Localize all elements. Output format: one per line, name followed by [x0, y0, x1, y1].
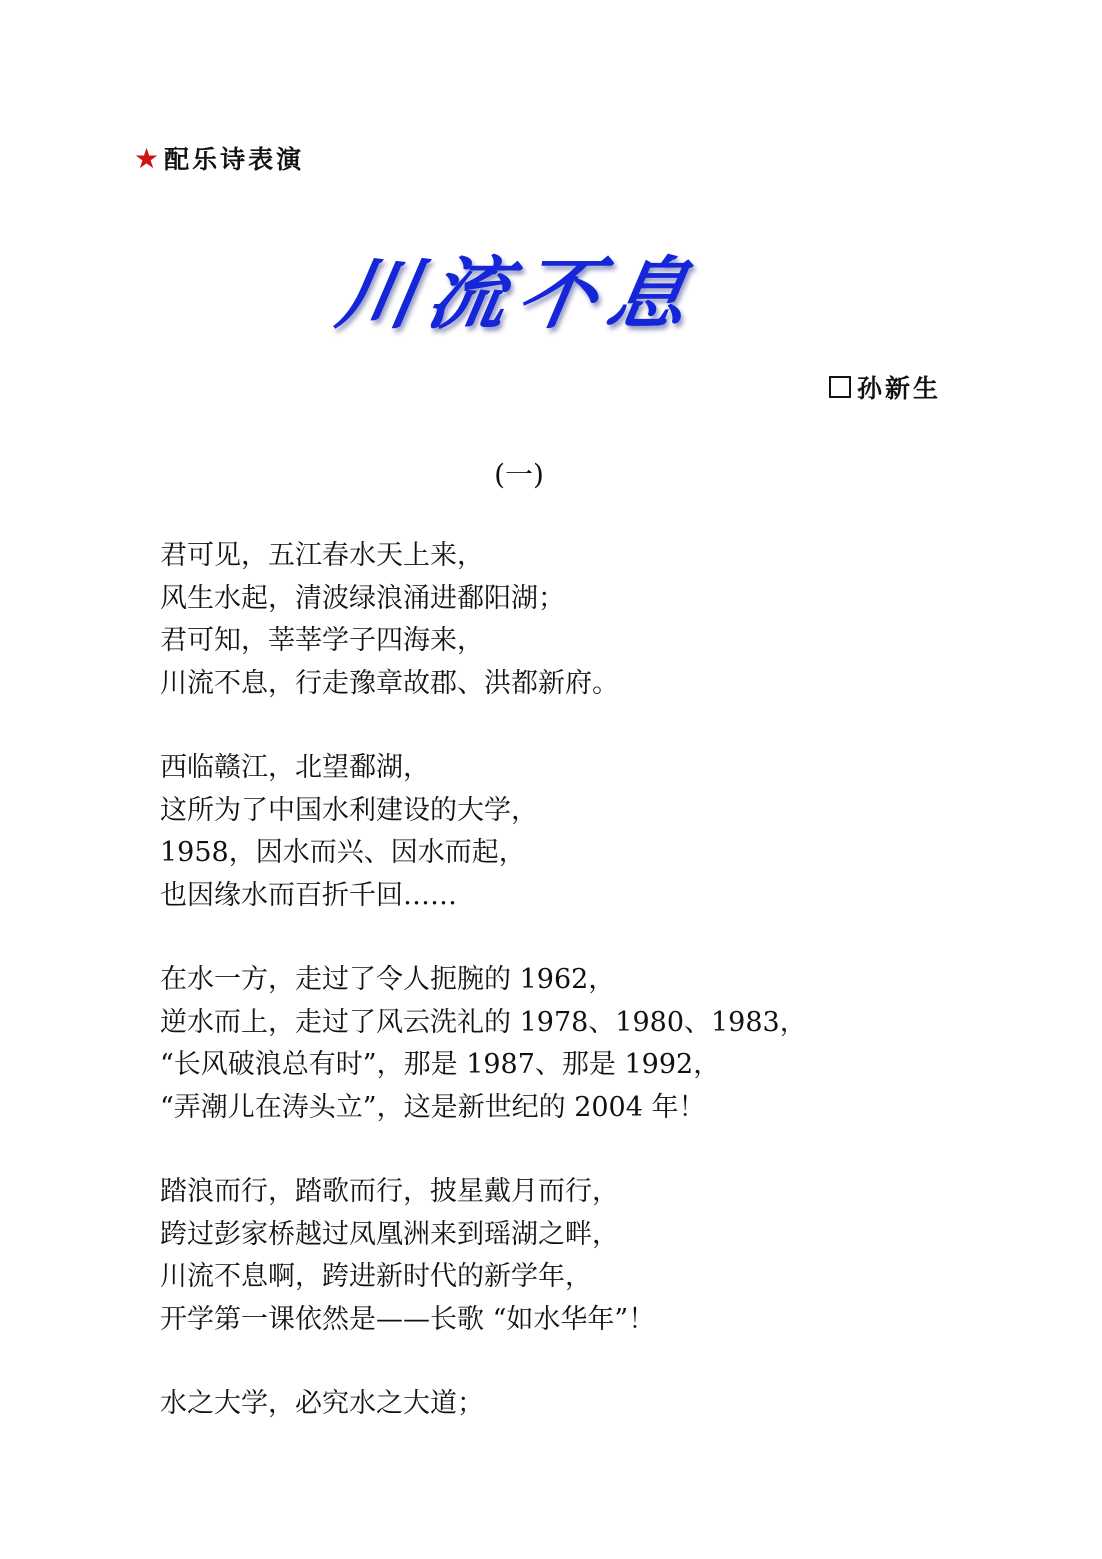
- stanza: [160, 959, 1060, 1129]
- author-byline: [829, 369, 941, 405]
- star-icon: ★: [134, 141, 163, 175]
- author-name: 孙新生: [857, 374, 942, 403]
- category-text: 配乐诗表演: [164, 145, 305, 174]
- poem-line: 川流不息啊，跨进新时代的新学年，: [160, 1261, 592, 1292]
- square-icon: [829, 376, 851, 398]
- poem-title: 川流不息: [330, 249, 707, 340]
- poem-line: 开学第一课依然是——长歌 “如水华年”！: [160, 1303, 656, 1335]
- poem-line: “弄潮儿在涛头立”，这是新世纪的 2004 年！: [160, 1091, 706, 1123]
- poem-line: 君可知，莘莘学子四海来，: [160, 625, 484, 656]
- poem-line: 跨过彭家桥越过凤凰洲来到瑶湖之畔，: [160, 1218, 619, 1250]
- poem-line: 这所为了中国水利建设的大学，: [160, 794, 538, 826]
- poem-line: 在水一方，走过了令人扼腕的 1962，: [160, 964, 616, 995]
- poem-body: [160, 535, 1060, 1468]
- poem-line: 水之大学，必究水之大道；: [160, 1388, 484, 1419]
- poem-line: 踏浪而行，踏歌而行，披星戴月而行，: [160, 1176, 619, 1207]
- section-heading: (一): [494, 458, 544, 491]
- poem-line: 逆水而上，走过了风云洗礼的 1978、1980、1983，: [160, 1006, 807, 1038]
- poem-line: 君可见，五江春水天上来，: [160, 540, 484, 571]
- poem-line: 1958，因水而兴、因水而起，: [160, 837, 526, 868]
- poem-line: 也因缘水而百折千回……: [160, 879, 457, 911]
- stanza: [160, 535, 1060, 705]
- stanza: [160, 747, 1060, 917]
- stanza: [160, 1171, 1060, 1341]
- stanza: [160, 1383, 1060, 1426]
- poem-line: “长风破浪总有时”，那是 1987、那是 1992，: [160, 1049, 721, 1080]
- poem-line: 川流不息，行走豫章故郡、洪都新府。: [160, 667, 619, 699]
- category-label: [134, 140, 304, 176]
- poem-line: 风生水起，清波绿浪涌进鄱阳湖；: [160, 582, 565, 614]
- poem-line: 西临赣江，北望鄱湖，: [160, 752, 430, 783]
